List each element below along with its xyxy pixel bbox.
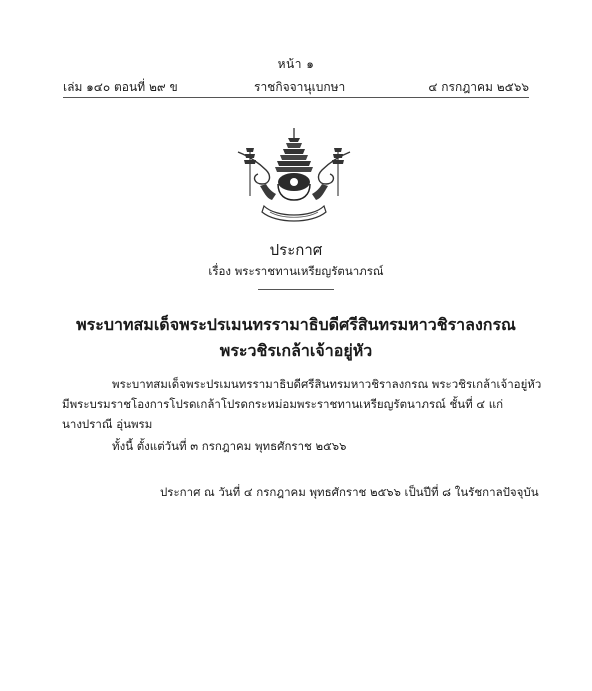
gazette-header bbox=[63, 78, 529, 96]
royal-title bbox=[0, 312, 592, 364]
royal-title-line-1: พระบาทสมเด็จพระปรเมนทรรามาธิบดีศรีสินทรมหาวชิราลงกรณ bbox=[76, 315, 516, 334]
royal-title-line-2: พระวชิรเกล้าเจ้าอยู่หัว bbox=[219, 341, 373, 360]
header-divider bbox=[63, 97, 529, 98]
body-line-3: นางปราณี อุ่นพรม bbox=[62, 417, 153, 431]
royal-garuda-emblem-icon bbox=[236, 126, 352, 224]
page-number: หน้า ๑ bbox=[277, 57, 315, 71]
signoff-line: ประกาศ ณ วันที่ ๔ กรกฎาคม พุทธศักราช ๒๕๖๖ เป็นปีที่ ๘ ในรัชกาลปัจจุบัน bbox=[160, 485, 539, 499]
body-line-2: มีพระบรมราชโองการโปรดเกล้าโปรดกระหม่อมพระราชทานเหรียญรัตนาภรณ์ ชั้นที่ ๔ แก่ bbox=[62, 397, 504, 411]
gazette-name: ราชกิจจานุเบกษา bbox=[254, 80, 346, 94]
subject-divider bbox=[258, 289, 334, 290]
effective-date-line: ทั้งนี้ ตั้งแต่วันที่ ๓ กรกฎาคม พุทธศักราช ๒๕๖๖ bbox=[112, 439, 347, 453]
volume-issue: เล่ม ๑๔๐ ตอนที่ ๒๙ ข bbox=[63, 80, 178, 94]
announcement-title: ประกาศ bbox=[269, 241, 323, 259]
body-line-1: พระบาทสมเด็จพระปรเมนทรรามาธิบดีศรีสินทรมหาวชิราลงกรณ พระวชิรเกล้าเจ้าอยู่หัว bbox=[112, 377, 542, 391]
publication-date: ๔ กรกฎาคม ๒๕๖๖ bbox=[428, 80, 529, 94]
announcement-subject: เรื่อง พระราชทานเหรียญรัตนาภรณ์ bbox=[208, 264, 384, 278]
